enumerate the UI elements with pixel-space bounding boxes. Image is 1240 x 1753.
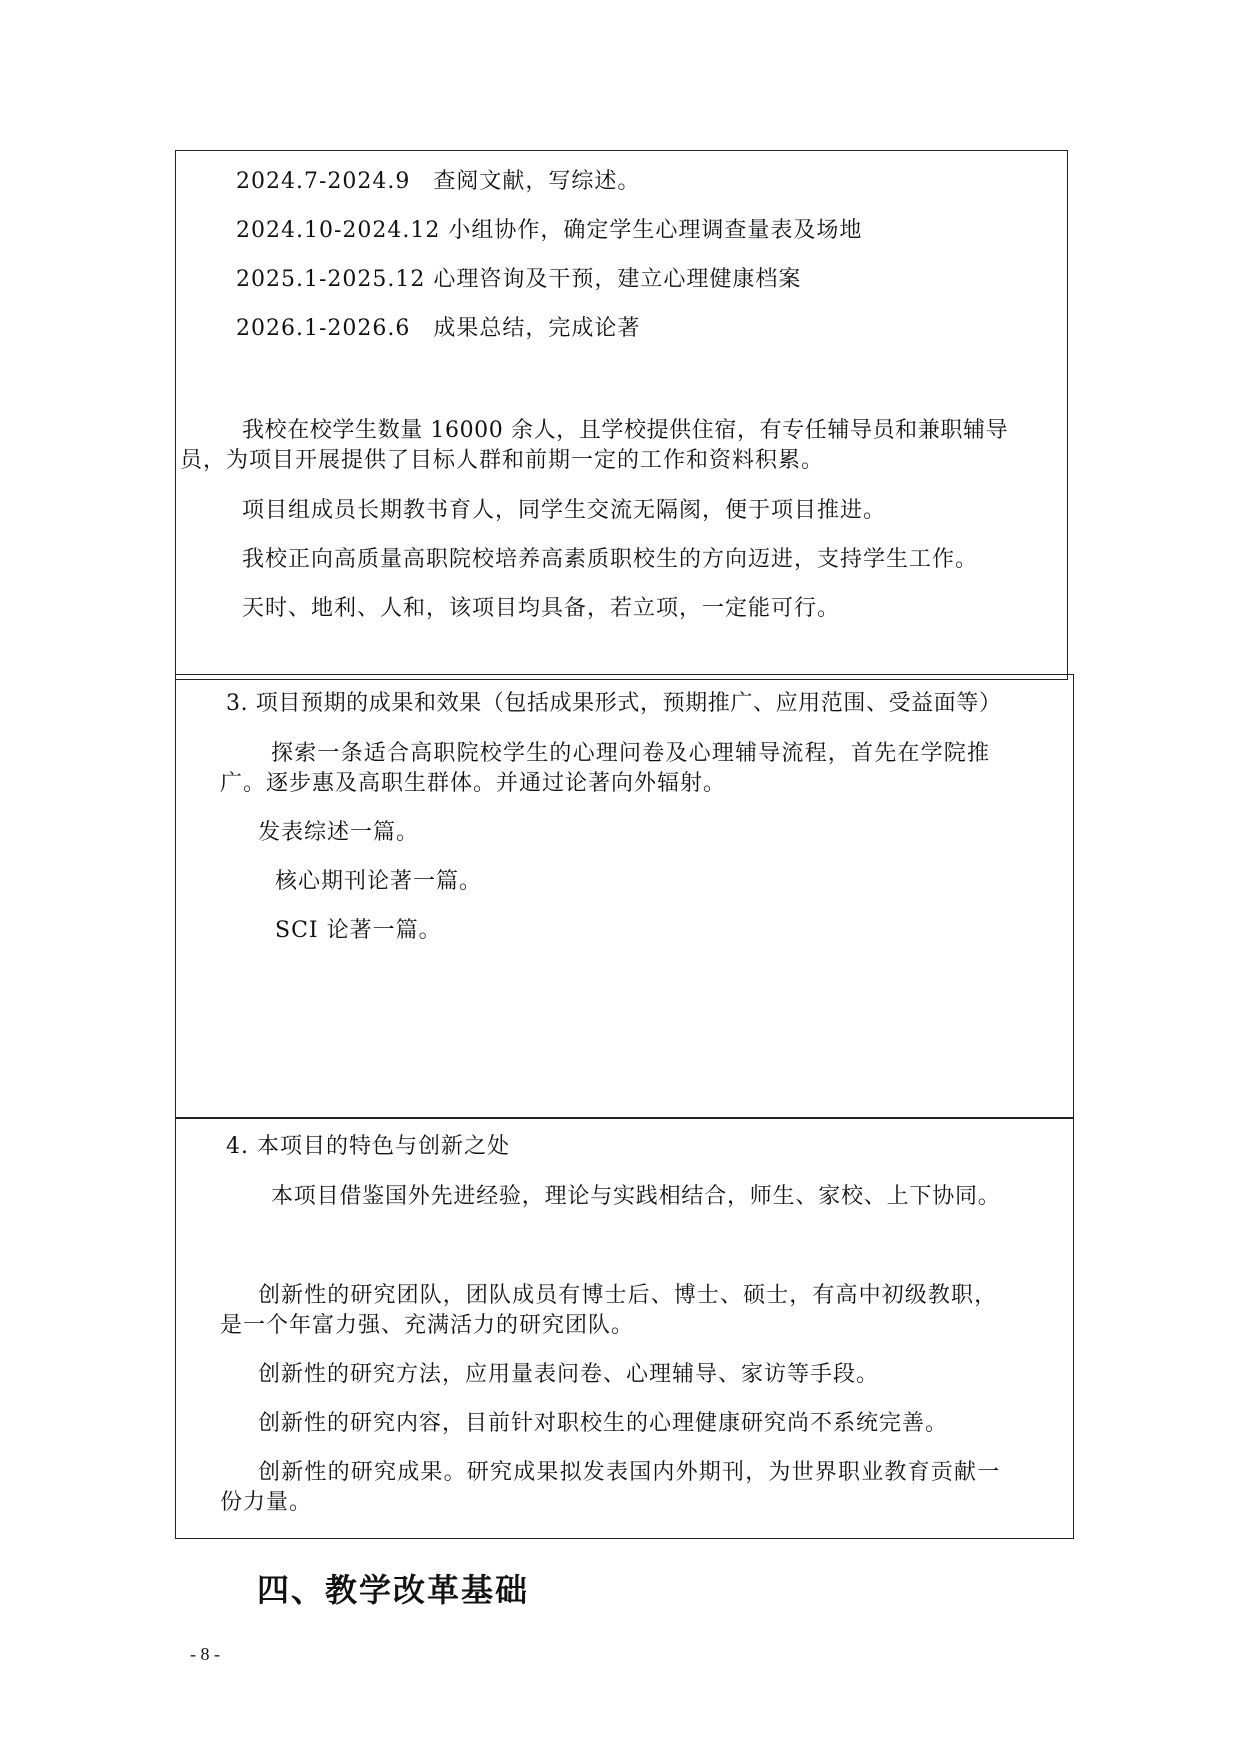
section-4-heading: 4. 本项目的特色与创新之处 [226,1134,510,1159]
section-4-paragraph: 创新性的研究内容，目前针对职校生的心理健康研究尚不系统完善。 [258,1411,949,1436]
schedule-feasibility-box [175,150,1068,680]
schedule-item: 2024.10-2024.12 小组协作，确定学生心理调查量表及场地 [236,218,863,243]
expected-results-box [175,674,1074,1119]
section-4-paragraph-line: 创新性的研究团队，团队成员有博士后、博士、硕士，有高中初级教职， [258,1283,998,1308]
page-number: - 8 - [190,1644,220,1664]
feasibility-paragraph: 我校正向高质量高职院校培养高素质职校生的方向迈进，支持学生工作。 [242,547,979,572]
section-4-paragraph: 本项目借鉴国外先进经验，理论与实践相结合，师生、家校、上下协同。 [271,1184,1001,1209]
features-innovation-box [175,1117,1074,1539]
section-3-heading: 3. 项目预期的成果和效果（包括成果形式，预期推广、应用范围、受益面等） [226,691,1002,716]
section-heading-teaching-reform: 四、教学改革基础 [257,1571,530,1609]
section-4-paragraph-line: 是一个年富力强、充满活力的研究团队。 [220,1313,635,1338]
schedule-item: 2025.1-2025.12 心理咨询及干预，建立心理健康档案 [236,267,802,292]
schedule-item: 2026.1-2026.6 成果总结，完成论著 [236,316,641,341]
feasibility-paragraph-line: 员，为项目开展提供了目标人群和前期一定的工作和资料积累。 [180,448,825,473]
feasibility-paragraph: 天时、地利、人和，该项目均具备，若立项，一定能可行。 [242,596,841,621]
section-4-paragraph: 创新性的研究方法，应用量表问卷、心理辅导、家访等手段。 [258,1362,880,1387]
section-3-paragraph: 核心期刊论著一篇。 [275,869,483,894]
section-3-paragraph-line: 广。逐步惠及高职生群体。并通过论著向外辐射。 [220,771,727,796]
section-4-paragraph-line: 份力量。 [220,1490,313,1515]
section-3-paragraph-line: 探索一条适合高职院校学生的心理问卷及心理辅导流程，首先在学院推 [271,741,991,766]
schedule-item: 2024.7-2024.9 查阅文献，写综述。 [236,169,641,194]
feasibility-paragraph: 项目组成员长期教书育人，同学生交流无隔阂，便于项目推进。 [242,498,887,523]
section-3-paragraph: SCI 论著一篇。 [275,918,442,943]
section-4-paragraph-line: 创新性的研究成果。研究成果拟发表国内外期刊，为世界职业教育贡献一 [258,1460,1001,1485]
feasibility-paragraph-line: 我校在校学生数量 16000 余人，且学校提供住宿，有专任辅导员和兼职辅导 [242,418,1009,443]
section-3-paragraph: 发表综述一篇。 [258,820,420,845]
